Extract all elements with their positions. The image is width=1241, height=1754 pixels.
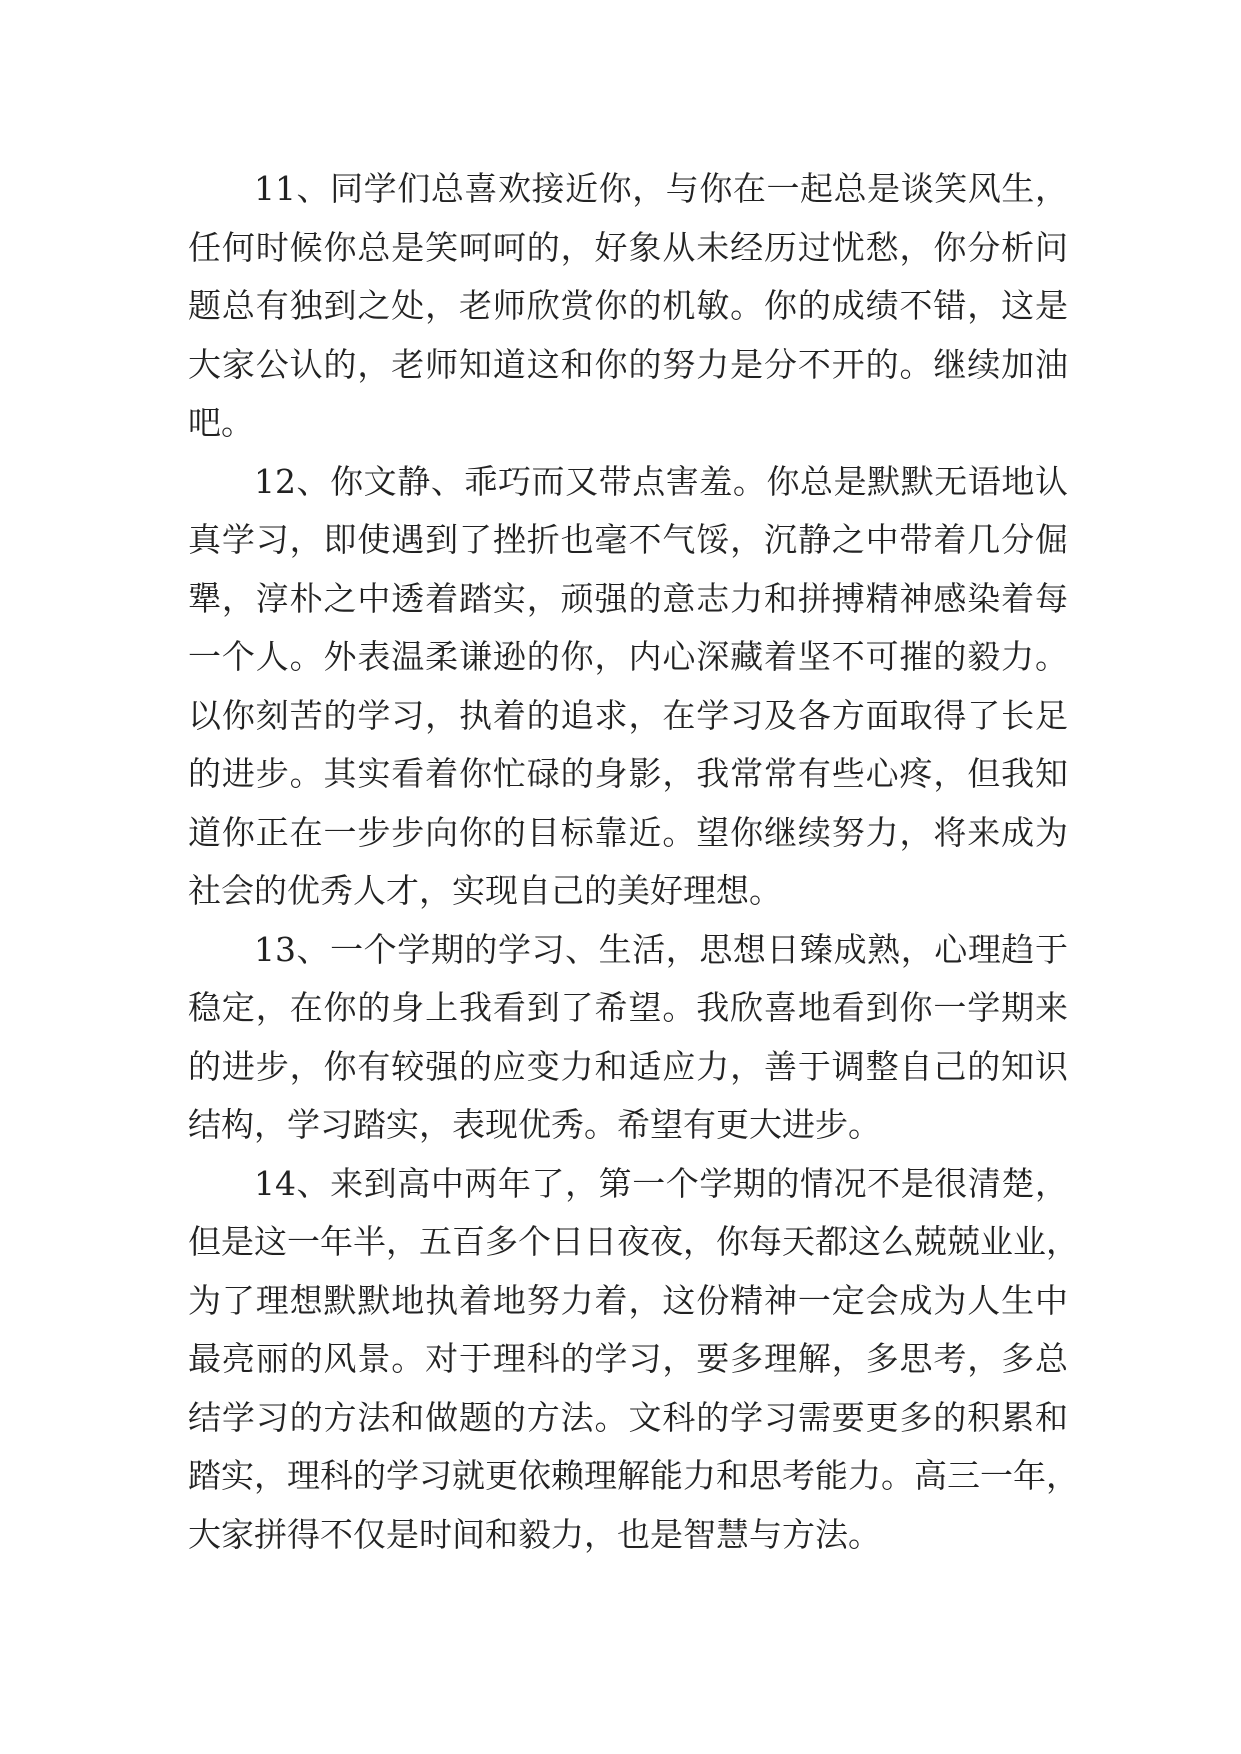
text-line: 的进步。其实看着你忙碌的身影，我常常有些心疼，但我知 xyxy=(188,754,1068,793)
paragraph-14 xyxy=(188,1155,1079,1565)
text-line: 社会的优秀人才，实现自己的美好理想。 xyxy=(188,871,782,910)
text-line: 犟，淳朴之中透着踏实，顽强的意志力和拼搏精神感染着每 xyxy=(188,578,1068,618)
paragraph-12 xyxy=(188,453,1068,921)
text-line: 大家公认的，老师知道这和你的努力是分不开的。继续加油 xyxy=(188,344,1068,384)
text-line: 13、一个学期的学习、生活，思想日臻成熟，心理趋于 xyxy=(254,929,1068,969)
text-line: 结学习的方法和做题的方法。文科的学习需要更多的积累和 xyxy=(188,1397,1068,1437)
text-line: 真学习，即使遇到了挫折也毫不气馁，沉静之中带着几分倔 xyxy=(188,520,1068,559)
text-line: 以你刻苦的学习，执着的追求，在学习及各方面取得了长足 xyxy=(188,695,1068,735)
paragraph-11 xyxy=(188,160,1068,453)
text-line: 12、你文静、乖巧而又带点害羞。你总是默默无语地认 xyxy=(254,461,1068,501)
text-line: 题总有独到之处，老师欣赏你的机敏。你的成绩不错，这是 xyxy=(188,286,1068,325)
text-line: 任何时候你总是笑呵呵的，好象从未经历过忧愁，你分析问 xyxy=(188,227,1068,267)
document-body xyxy=(188,160,1079,1564)
text-line: 为了理想默默地执着地努力着，这份精神一定会成为人生中 xyxy=(188,1280,1068,1320)
text-line: 的进步，你有较强的应变力和适应力，善于调整自己的知识 xyxy=(188,1046,1068,1086)
text-line: 道你正在一步步向你的目标靠近。望你继续努力，将来成为 xyxy=(188,812,1068,852)
text-line: 吧。 xyxy=(188,403,254,442)
text-line: 一个人。外表温柔谦逊的你，内心深藏着坚不可摧的毅力。 xyxy=(188,637,1068,676)
text-line: 踏实，理科的学习就更依赖理解能力和思考能力。高三一年， xyxy=(188,1456,1079,1495)
text-line: 11、同学们总喜欢接近你，与你在一起总是谈笑风生， xyxy=(254,169,1068,208)
paragraph-13 xyxy=(188,921,1068,1155)
text-line: 稳定，在你的身上我看到了希望。我欣喜地看到你一学期来 xyxy=(188,988,1068,1027)
text-line: 14、来到高中两年了，第一个学期的情况不是很清楚， xyxy=(254,1163,1068,1203)
text-line: 最亮丽的风景。对于理科的学习，要多理解，多思考，多总 xyxy=(188,1339,1068,1378)
text-line: 但是这一年半，五百多个日日夜夜，你每天都这么兢兢业业， xyxy=(188,1222,1079,1261)
text-line: 大家拼得不仅是时间和毅力，也是智慧与方法。 xyxy=(188,1514,881,1554)
text-line: 结构，学习踏实，表现优秀。希望有更大进步。 xyxy=(188,1105,881,1144)
